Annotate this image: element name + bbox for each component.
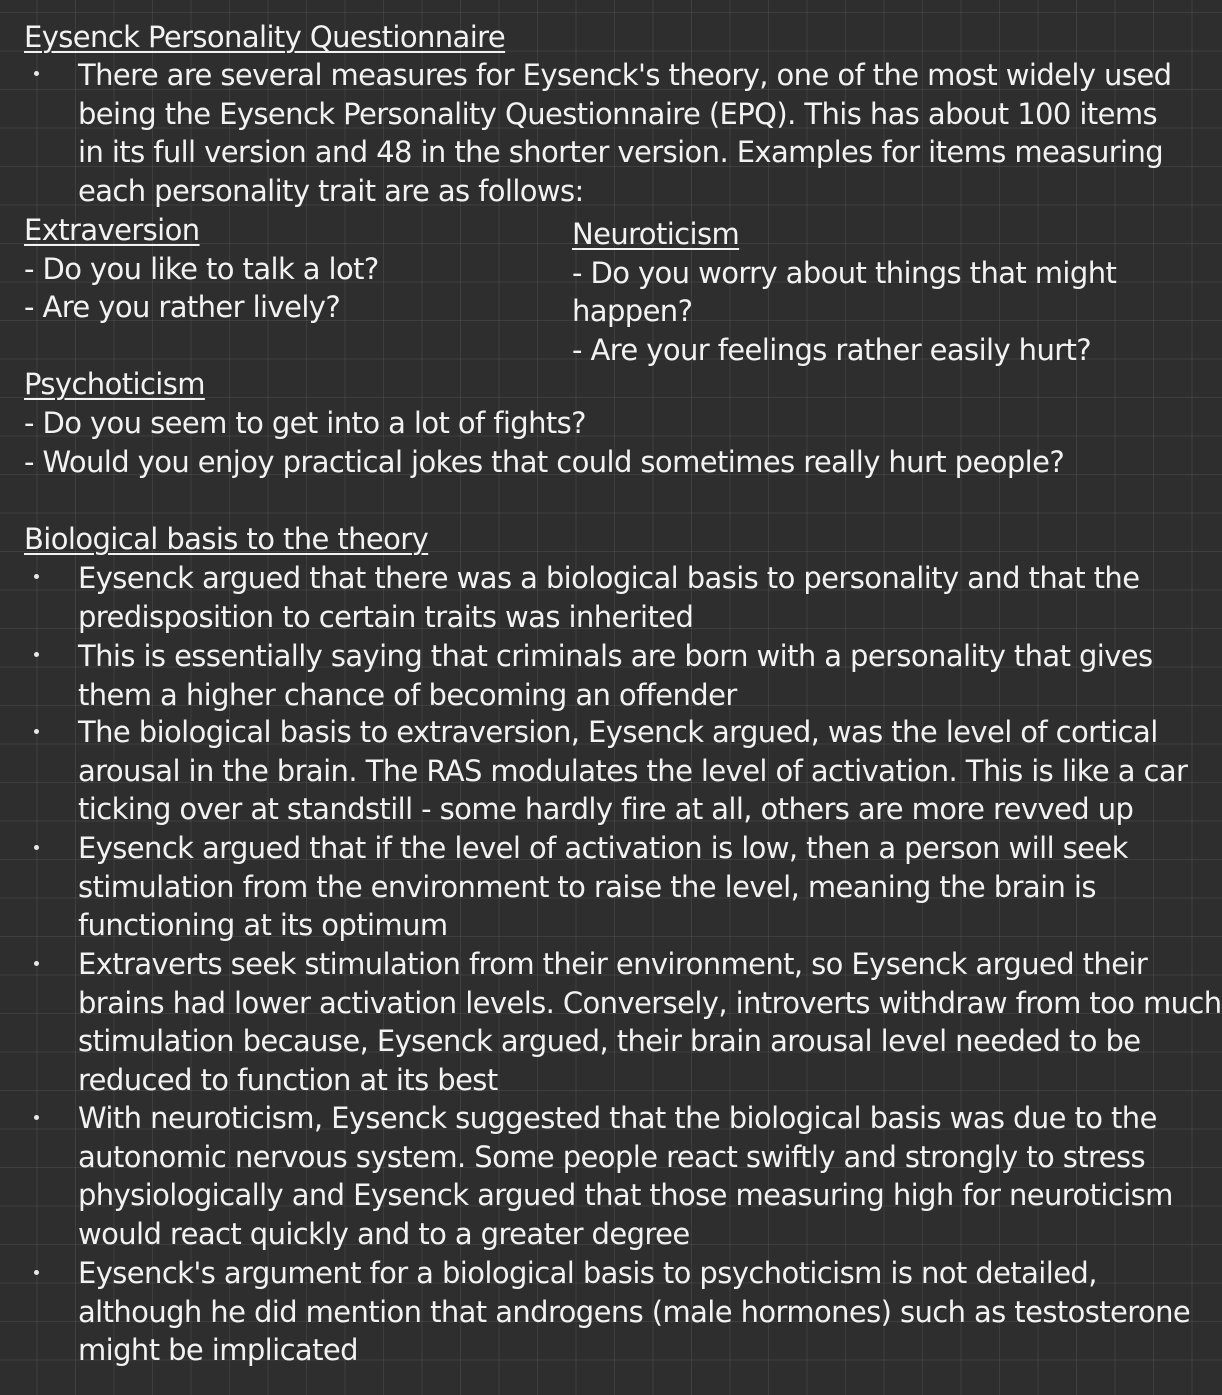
bio-bullet-2	[78, 637, 1153, 714]
bullet-line: might be implicated	[78, 1333, 358, 1368]
extraversion-heading: Extraversion	[24, 213, 200, 247]
bullet-line: With neuroticism, Eysenck suggested that the biological basis was due to the	[78, 1101, 1157, 1135]
bullet-line: physiologically and Eysenck argued that those measuring high for neuroticism	[78, 1178, 1173, 1213]
bullet-line: Eysenck argued that there was a biological basis to personality and that the	[78, 561, 1140, 595]
bullet-line: reduced to function at its best	[78, 1062, 498, 1097]
neuroticism-line: - Do you worry about things that might	[572, 256, 1117, 290]
bullet-line: would react quickly and to a greater degree	[78, 1216, 690, 1251]
bio-bullet-3	[78, 713, 1188, 829]
bullet-line: ticking over at standstill - some hardly fire at all, others are more revved up	[78, 792, 1134, 827]
bullet-line: functioning at its optimum	[78, 908, 448, 943]
bullet-line: Eysenck's argument for a biological basis to psychoticism is not detailed,	[78, 1256, 1097, 1290]
bullet-line: brains had lower activation levels. Conversely, introverts withdraw from too much	[78, 985, 1222, 1020]
bio-bullet-7	[78, 1254, 1191, 1370]
biological-title: Biological basis to the theory	[24, 522, 429, 556]
bullet-dot	[34, 71, 39, 76]
epq-intro	[78, 56, 1172, 210]
epq-intro-line: each personality trait are as follows:	[78, 173, 584, 208]
bullet-dot	[34, 845, 39, 850]
bullet-line: stimulation from the environment to raise the level, meaning the brain is	[78, 869, 1096, 904]
bullet-line: autonomic nervous system. Some people react swiftly and strongly to stress	[78, 1139, 1145, 1174]
bullet-dot	[34, 574, 39, 579]
bullet-dot	[34, 1270, 39, 1275]
bullet-line: This is essentially saying that criminals are born with a personality that gives	[78, 639, 1153, 673]
bio-bullet-1	[78, 559, 1140, 636]
bullet-dot	[34, 729, 39, 734]
bullet-line: The biological basis to extraversion, Eysenck argued, was the level of cortical	[78, 715, 1158, 749]
bullet-line: arousal in the brain. The RAS modulates the level of activation. This is like a car	[78, 753, 1188, 788]
neuroticism-line: happen?	[572, 294, 693, 328]
bullet-line: stimulation because, Eysenck argued, their brain arousal level needed to be	[78, 1024, 1141, 1059]
bullet-line: Extraverts seek stimulation from their environment, so Eysenck argued their	[78, 947, 1148, 981]
bullet-line: them a higher chance of becoming an offender	[78, 677, 737, 712]
bullet-line: predisposition to certain traits was inherited	[78, 599, 694, 634]
psychoticism-item: - Would you enjoy practical jokes that could sometimes really hurt people?	[24, 445, 1065, 479]
epq-intro-line: in its full version and 48 in the shorter version. Examples for items measuring	[78, 135, 1164, 170]
epq-title: Eysenck Personality Questionnaire	[24, 20, 506, 54]
extraversion-item: - Do you like to talk a lot?	[24, 252, 379, 286]
bullet-line: Eysenck argued that if the level of activation is low, then a person will seek	[78, 831, 1128, 865]
bio-bullet-4	[78, 829, 1128, 945]
psychoticism-heading: Psychoticism	[24, 367, 205, 401]
bio-bullet-5	[78, 945, 1222, 1099]
extraversion-item: - Are you rather lively?	[24, 290, 341, 324]
epq-intro-line: being the Eysenck Personality Questionnaire (EPQ). This has about 100 items	[78, 96, 1157, 131]
bullet-dot	[34, 1115, 39, 1120]
psychoticism-item: - Do you seem to get into a lot of fights?	[24, 406, 586, 440]
bullet-dot	[34, 652, 39, 657]
neuroticism-line: - Are your feelings rather easily hurt?	[572, 333, 1092, 367]
epq-intro-line: There are several measures for Eysenck's theory, one of the most widely used	[78, 58, 1172, 92]
bullet-dot	[34, 961, 39, 966]
bio-bullet-6	[78, 1099, 1173, 1253]
neuroticism-heading: Neuroticism	[572, 217, 740, 251]
bullet-line: although he did mention that androgens (male hormones) such as testosterone	[78, 1294, 1191, 1329]
